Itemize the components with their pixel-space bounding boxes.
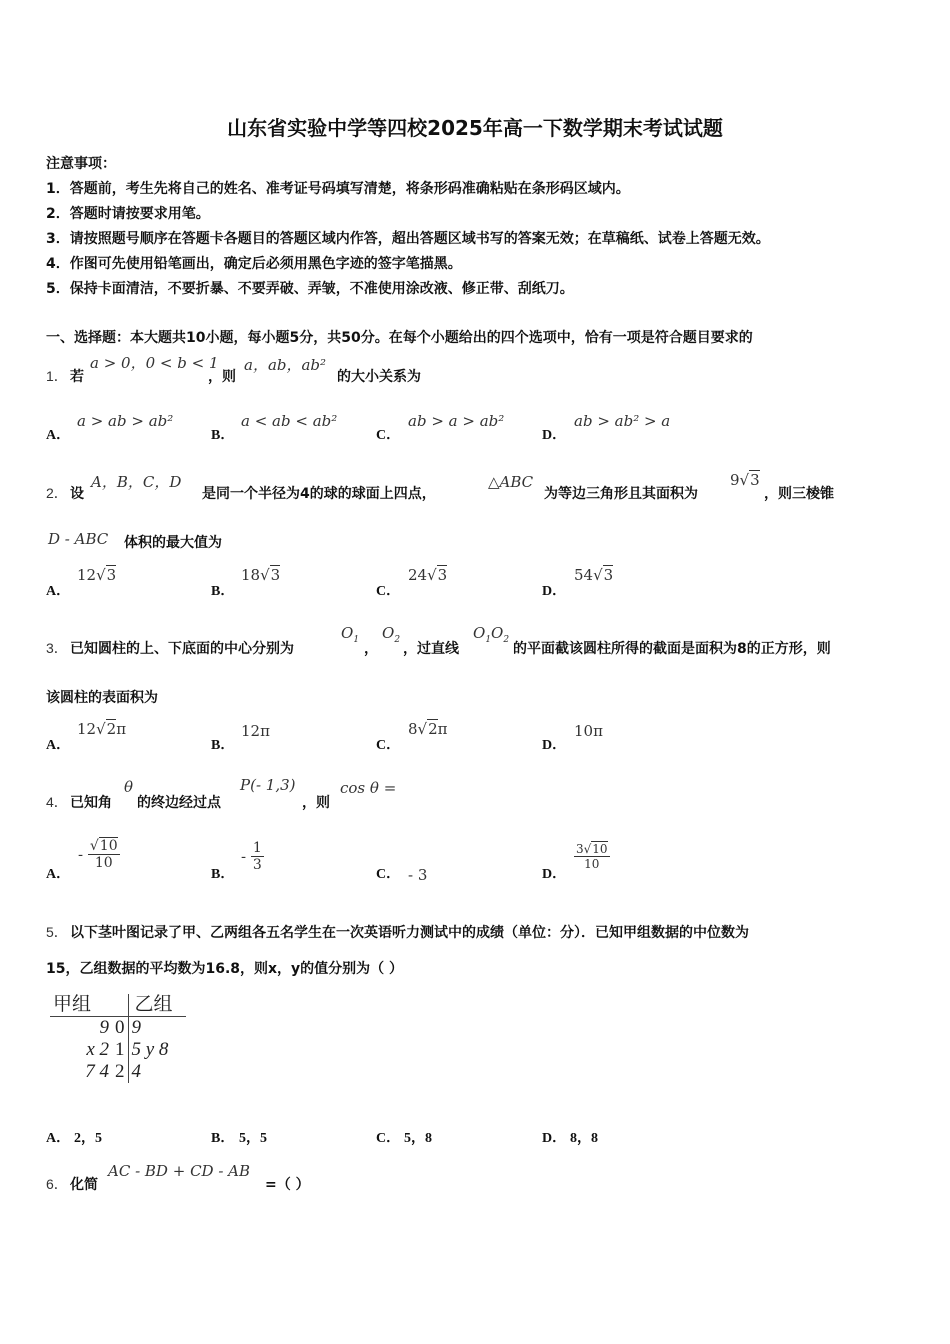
option-tail: π [437, 720, 448, 738]
option-expression: ab > a > ab² [408, 412, 505, 430]
question-number: 5． [46, 924, 68, 940]
option-label[interactable]: D． [542, 738, 567, 753]
math-subscript: 1 [485, 635, 492, 645]
fraction-denominator: 10 [94, 855, 113, 871]
question-text: 体积的最大值为 [124, 535, 222, 551]
math-coef: 9 [730, 471, 740, 489]
section-heading: 一、选择题：本大题共10小题，每小题5分，共50分。在每个小题给出的四个选项中，恰有一项是符合题目要求的 [46, 330, 753, 346]
math-expression: a > 0，0 < b < 1 [90, 354, 219, 372]
option-coef: 8 [408, 720, 418, 738]
math-symbol: O [473, 624, 486, 642]
option-label[interactable]: B． [211, 584, 235, 599]
stem-leaf-right: 5 y 8 [131, 1039, 169, 1060]
math-expression: a，ab，ab² [244, 356, 327, 374]
option-expression: a > ab > ab² [77, 412, 174, 430]
question-number: 6． [46, 1176, 68, 1192]
notice-item: 4．作图可先使用铅笔画出，确定后必须用黑色字迹的签字笔描黑。 [46, 256, 462, 272]
stem-leaf-right-header: 乙组 [128, 994, 186, 1017]
fraction-denominator: 10 [584, 857, 600, 871]
question-text: 化简 [70, 1177, 98, 1193]
notice-item: 1．答题前，考生先将自己的姓名、准考证号码填写清楚，将条形码准确粘贴在条形码区域内。 [46, 181, 630, 197]
option-expression: 10π [574, 722, 603, 740]
option-label[interactable]: C． [376, 738, 401, 753]
math-symbol: θ [124, 778, 134, 796]
option-expression: 12π [241, 722, 270, 740]
option-coef: 12 [77, 566, 97, 584]
question-number: 2． [46, 485, 68, 501]
math-subscript: 1 [353, 635, 360, 645]
fraction-coef: 3 [576, 842, 584, 856]
question-text: 的平面截该圆柱所得的截面是面积为8的正方形，则 [513, 641, 831, 657]
option-expression: ab > ab² > a [574, 412, 671, 430]
question-text: 该圆柱的表面积为 [46, 690, 158, 706]
question-text: 15，乙组数据的平均数为16.8，则x，y的值分别为（ ） [46, 961, 404, 977]
stem-leaf-plot [50, 994, 186, 1083]
fraction-numerator: 1 [252, 840, 262, 856]
question-number: 3． [46, 640, 68, 656]
notice-heading: 注意事项： [46, 156, 116, 172]
stem-leaf-left: x 2 [86, 1039, 109, 1060]
math-symbol: O [341, 624, 354, 642]
fraction-numerator: 10 [592, 842, 608, 856]
math-expression: P(- 1,3) [240, 776, 296, 794]
option-coef: 18 [241, 566, 261, 584]
math-expression: D - ABC [48, 530, 109, 548]
option-sign: - [241, 847, 247, 866]
stem-leaf-stem: 1 [112, 1039, 128, 1061]
math-subscript: 2 [394, 635, 401, 645]
option-tail: π [116, 720, 127, 738]
option-label[interactable]: B． [211, 867, 235, 882]
question-comma: ， [364, 641, 378, 657]
stem-leaf-stem: 2 [112, 1061, 128, 1083]
stem-leaf-left: 7 4 [85, 1061, 109, 1082]
question-text: ，则 [302, 795, 330, 811]
option-label[interactable]: D． [542, 428, 567, 443]
option-radicand: 2 [106, 720, 117, 738]
fraction-denominator: 3 [252, 857, 262, 873]
question-number: 1． [46, 368, 68, 384]
option-label[interactable]: B． [211, 428, 235, 443]
math-expression: AC - BD + CD - AB [108, 1162, 251, 1180]
question-text: 为等边三角形且其面积为 [544, 486, 698, 502]
option-label[interactable]: D． [542, 867, 567, 882]
option-sign: - [78, 845, 84, 864]
option-label[interactable]: C． [376, 867, 401, 882]
question-text: 的终边经过点 [137, 795, 221, 811]
math-expression: A，B，C，D [91, 473, 182, 491]
question-text: 的大小关系为 [337, 369, 421, 385]
question-text: 若 [70, 369, 84, 385]
page-title: 山东省实验中学等四校2025年高一下数学期末考试试题 [227, 116, 723, 140]
question-text: 设 [70, 486, 84, 502]
option-expression: a < ab < ab² [241, 412, 338, 430]
math-expression: △ABC [488, 473, 534, 491]
question-text: 已知角 [70, 795, 112, 811]
option-label[interactable]: C． [376, 428, 401, 443]
option-label[interactable]: A． [46, 1131, 71, 1146]
option-value: 2，5 [74, 1131, 102, 1146]
fraction-numerator: 10 [99, 838, 118, 854]
stem-leaf-left: 9 [99, 1017, 109, 1038]
option-label[interactable]: D． [542, 1131, 567, 1146]
question-text: 是同一个半径为4的球的球面上四点， [202, 486, 436, 502]
stem-leaf-stem: 0 [112, 1017, 128, 1040]
option-radicand: 2 [428, 720, 438, 738]
notice-item: 3．请按照题号顺序在答题卡各题目的答题区域内作答，超出答题区域书写的答案无效；在草稿纸、试卷上答题无效。 [46, 231, 770, 247]
option-label[interactable]: C． [376, 1131, 401, 1146]
option-label[interactable]: A． [46, 428, 71, 443]
question-text: 以下茎叶图记录了甲、乙两组各五名学生在一次英语听力测试中的成绩（单位：分）．已知甲组数据的中位数为 [70, 925, 749, 941]
option-coef: 54 [574, 566, 594, 584]
option-label[interactable]: D． [542, 584, 567, 599]
math-symbol: O [491, 624, 504, 642]
option-radicand: 3 [270, 566, 281, 584]
stem-leaf-left-header: 甲组 [50, 994, 112, 1017]
option-coef: 12 [77, 720, 97, 738]
notice-item: 2．答题时请按要求用笔。 [46, 206, 210, 222]
question-text: 已知圆柱的上、下底面的中心分别为 [70, 641, 294, 657]
math-expression: cos θ = [340, 779, 397, 797]
option-value: 5，8 [404, 1131, 432, 1146]
option-radicand: 3 [603, 566, 614, 584]
option-value: 8，8 [570, 1131, 598, 1146]
option-label[interactable]: A． [46, 738, 71, 753]
question-text: ，则 [208, 369, 236, 385]
question-text: ，则三棱锥 [764, 486, 834, 502]
question-number: 4． [46, 794, 68, 810]
math-subscript: 2 [503, 635, 510, 645]
question-text: ，过直线 [403, 641, 459, 657]
option-label[interactable]: C． [376, 584, 401, 599]
option-expression: - 3 [408, 866, 428, 884]
option-label[interactable]: A． [46, 867, 71, 882]
option-coef: 24 [408, 566, 428, 584]
option-label[interactable]: B． [211, 1131, 235, 1146]
stem-leaf-right: 4 [131, 1061, 141, 1082]
option-label[interactable]: B． [211, 738, 235, 753]
option-radicand: 3 [106, 566, 117, 584]
math-symbol: O [382, 624, 395, 642]
option-radicand: 3 [437, 566, 448, 584]
option-value: 5，5 [239, 1131, 267, 1146]
stem-leaf-right: 9 [131, 1017, 141, 1038]
math-radicand: 3 [750, 471, 760, 489]
option-label[interactable]: A． [46, 584, 71, 599]
notice-item: 5．保持卡面清洁，不要折暴、不要弄破、弄皱，不准使用涂改液、修正带、刮纸刀。 [46, 281, 574, 297]
question-text: =（ ） [265, 1177, 310, 1193]
